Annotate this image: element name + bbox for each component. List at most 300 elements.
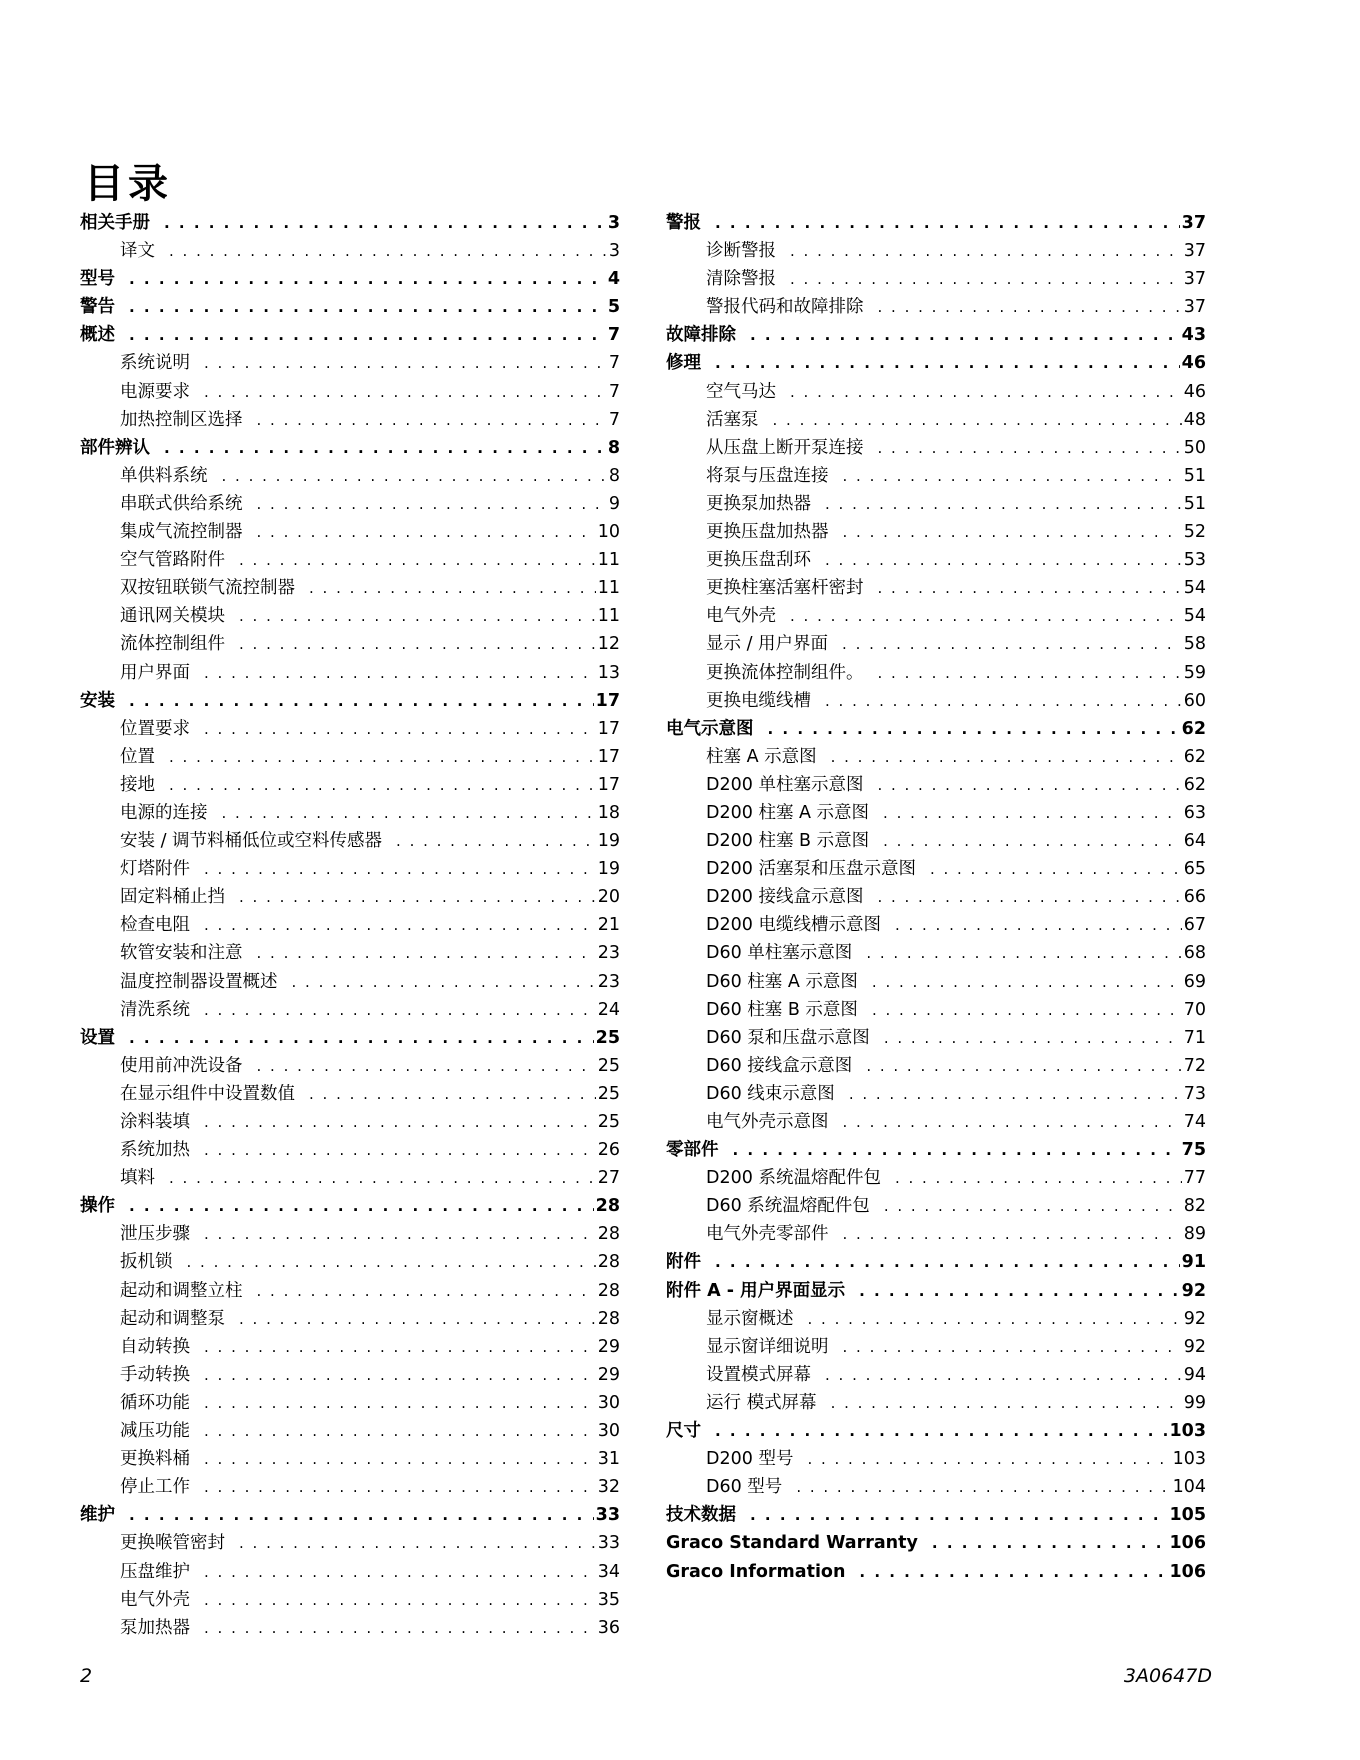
dot-leader [930,855,1182,883]
page-title: 目录 [84,161,172,207]
dot-leader [831,1389,1182,1417]
toc-entry-title: 故障排除 [666,325,736,346]
toc-section-entry[interactable] [666,1501,1206,1529]
toc-entry-page: 74 [1183,1112,1206,1132]
toc-subsection-entry[interactable] [80,1417,620,1445]
dot-leader [859,1277,1180,1305]
toc-subsection-entry[interactable] [666,574,1206,602]
toc-entry-page: 30 [597,1392,620,1413]
dot-leader [859,1558,1167,1586]
toc-entry-title: 安装 / 调节料桶低位或空料传感器 [120,831,383,852]
toc-subsection-entry[interactable] [666,378,1206,406]
dot-leader [877,883,1181,911]
toc-subsection-entry[interactable] [80,659,620,687]
toc-entry-title: D200 单柱塞示意图 [706,774,864,795]
toc-section-entry[interactable] [80,1501,620,1529]
toc-subsection-entry[interactable] [666,1192,1206,1220]
toc-entry-title: 位置 [120,746,155,767]
toc-entry-page: 62 [1183,774,1206,795]
toc-subsection-entry[interactable] [666,968,1206,996]
toc-subsection-entry[interactable] [666,237,1206,265]
toc-entry-page: 19 [597,859,620,880]
dot-leader [790,378,1182,406]
toc-subsection-entry[interactable] [666,406,1206,434]
toc-entry-page: 82 [1183,1196,1206,1217]
toc-subsection-entry[interactable] [80,462,620,490]
toc-entry-title: 单供料系统 [120,465,208,486]
dot-leader [877,771,1181,799]
toc-entry-page: 54 [1183,606,1206,627]
toc-entry-page: 29 [597,1336,620,1357]
toc-entry-page: 59 [1183,662,1206,683]
dot-leader [884,1192,1182,1220]
toc-subsection-entry[interactable] [666,743,1206,771]
toc-entry-title: D60 柱塞 B 示意图 [706,999,858,1020]
toc-entry-title: 用户界面 [120,662,190,683]
toc-subsection-entry[interactable] [80,630,620,658]
dot-leader [169,743,596,771]
toc-subsection-entry[interactable] [80,1361,620,1389]
toc-entry-page: 20 [597,887,620,908]
dot-leader [849,1080,1182,1108]
dot-leader [808,1305,1182,1333]
toc-subsection-entry[interactable] [80,771,620,799]
toc-subsection-entry[interactable] [80,715,620,743]
dot-leader [204,1136,596,1164]
toc-entry-page: 51 [1183,493,1206,514]
toc-subsection-entry[interactable] [80,911,620,939]
toc-subsection-entry[interactable] [666,1052,1206,1080]
dot-leader [790,602,1182,630]
dot-leader [164,434,606,462]
toc-entry-page: 72 [1183,1055,1206,1076]
toc-subsection-entry[interactable] [666,827,1206,855]
toc-entry-page: 54 [1183,578,1206,599]
toc-subsection-entry[interactable] [666,630,1206,658]
dot-leader [204,1108,596,1136]
toc-subsection-entry[interactable] [80,1108,620,1136]
toc-entry-title: 警报 [666,213,701,233]
toc-section-entry[interactable] [666,209,1206,237]
toc-entry-title: 起动和调整泵 [120,1308,225,1329]
toc-entry-title: 部件辨认 [80,437,150,458]
dot-leader [222,462,607,490]
toc-subsection-entry[interactable] [80,1586,620,1614]
toc-subsection-entry[interactable] [666,1108,1206,1136]
toc-entry-title: 泵加热器 [120,1617,190,1638]
toc-subsection-entry[interactable] [666,1024,1206,1052]
toc-entry-title: 型号 [80,269,115,290]
toc-section-entry[interactable] [80,265,620,293]
toc-subsection-entry[interactable] [80,349,620,377]
toc-entry-page: 11 [597,606,620,627]
toc-subsection-entry[interactable] [666,939,1206,967]
toc-entry-title: 警告 [80,297,115,318]
toc-entry-title: 设置模式屏幕 [706,1364,811,1385]
toc-subsection-entry[interactable] [666,1389,1206,1417]
toc-entry-title: 手动转换 [120,1364,190,1385]
toc-subsection-entry[interactable] [666,265,1206,293]
toc-subsection-entry[interactable] [80,574,620,602]
dot-leader [129,1024,594,1052]
toc-subsection-entry[interactable] [80,518,620,546]
toc-entry-page: 12 [597,634,620,655]
toc-entry-page: 37 [1181,213,1206,233]
toc-subsection-entry[interactable] [80,1389,620,1417]
dot-leader [872,996,1182,1024]
toc-entry-page: 17 [597,774,620,795]
toc-subsection-entry[interactable] [80,1445,620,1473]
toc-subsection-entry[interactable] [80,939,620,967]
toc-entry-title: 附件 A - 用户界面显示 [666,1280,846,1301]
toc-entry-page: 71 [1183,1027,1206,1048]
dot-leader [750,321,1180,349]
toc-section-entry[interactable] [666,1277,1206,1305]
toc-entry-page: 35 [597,1589,620,1610]
toc-entry-title: 空气管路附件 [120,550,225,571]
dot-leader [843,1108,1182,1136]
toc-subsection-entry[interactable] [666,659,1206,687]
toc-entry-page: 3 [607,213,620,233]
toc-subsection-entry[interactable] [666,462,1206,490]
toc-subsection-entry[interactable] [80,827,620,855]
toc-entry-title: D60 单柱塞示意图 [706,943,853,964]
toc-section-entry[interactable] [666,349,1206,377]
toc-subsection-entry[interactable] [80,799,620,827]
toc-entry-page: 89 [1183,1224,1206,1245]
toc-entry-title: D200 柱塞 B 示意图 [706,831,870,852]
toc-entry-page: 34 [597,1561,620,1582]
toc-column-right [666,209,1206,1586]
toc-section-entry[interactable] [80,434,620,462]
toc-entry-title: 起动和调整立柱 [120,1280,243,1301]
toc-entry-title: 自动转换 [120,1336,190,1357]
toc-entry-page: 11 [597,550,620,571]
toc-entry-page: 105 [1169,1505,1206,1526]
toc-entry-title: D60 线束示意图 [706,1083,835,1104]
toc-subsection-entry[interactable] [666,1164,1206,1192]
toc-entry-page: 4 [607,269,620,290]
toc-subsection-entry[interactable] [666,1220,1206,1248]
toc-entry-title: 更换泵加热器 [706,493,811,514]
dot-leader [129,1501,594,1529]
toc-subsection-entry[interactable] [80,855,620,883]
toc-section-entry[interactable] [80,1192,620,1220]
toc-subsection-entry[interactable] [80,406,620,434]
dot-leader [129,293,606,321]
toc-entry-title: Graco Standard Warranty [666,1533,918,1554]
dot-leader [773,406,1182,434]
toc-subsection-entry[interactable] [80,1052,620,1080]
toc-section-entry[interactable] [666,1529,1206,1557]
toc-entry-page: 92 [1183,1308,1206,1329]
toc-entry-page: 28 [595,1196,620,1217]
toc-entry-page: 7 [608,381,620,402]
toc-entry-title: D60 型号 [706,1477,783,1498]
dot-leader [204,378,607,406]
toc-entry-title: 循环功能 [120,1392,190,1413]
footer-page-number: 2 [80,1665,93,1687]
dot-leader [257,1277,596,1305]
toc-entry-page: 64 [1183,831,1206,852]
toc-entry-page: 33 [595,1505,620,1526]
toc-entry-page: 27 [597,1168,620,1189]
toc-entry-page: 28 [597,1252,620,1273]
toc-entry-page: 46 [1181,353,1206,374]
toc-entry-page: 92 [1183,1336,1206,1357]
toc-entry-title: 活塞泵 [706,409,759,430]
toc-entry-title: 技术数据 [666,1505,736,1526]
dot-leader [825,1361,1182,1389]
dot-leader [204,1445,596,1473]
toc-subsection-entry[interactable] [666,293,1206,321]
toc-entry-title: 减压功能 [120,1421,190,1442]
toc-entry-title: 译文 [120,241,155,262]
toc-entry-title: 维护 [80,1505,115,1526]
toc-section-entry[interactable] [80,321,620,349]
dot-leader [790,265,1182,293]
toc-subsection-entry[interactable] [666,1333,1206,1361]
dot-leader [878,574,1182,602]
toc-subsection-entry[interactable] [666,1305,1206,1333]
toc-entry-page: 50 [1183,437,1206,458]
toc-subsection-entry[interactable] [80,883,620,911]
toc-entry-title: 使用前冲洗设备 [120,1055,243,1076]
dot-leader [866,939,1181,967]
dot-leader [825,687,1182,715]
toc-subsection-entry[interactable] [80,1305,620,1333]
dot-leader [204,1389,596,1417]
toc-entry-title: 停止工作 [120,1477,190,1498]
toc-entry-title: 涂料装填 [120,1112,190,1132]
toc-entry-title: D200 型号 [706,1449,794,1470]
toc-subsection-entry[interactable] [80,237,620,265]
toc-entry-page: 18 [597,802,620,823]
toc-section-entry[interactable] [80,293,620,321]
toc-subsection-entry[interactable] [80,1614,620,1642]
toc-entry-page: 66 [1183,887,1206,908]
toc-section-entry[interactable] [80,209,620,237]
dot-leader [204,659,596,687]
toc-entry-page: 23 [597,943,620,964]
dot-leader [257,518,596,546]
dot-leader [715,1417,1167,1445]
toc-subsection-entry[interactable] [80,1248,620,1276]
dot-leader [292,968,596,996]
toc-section-entry[interactable] [666,715,1206,743]
toc-entry-page: 65 [1183,859,1206,880]
toc-subsection-entry[interactable] [80,968,620,996]
toc-subsection-entry[interactable] [666,546,1206,574]
toc-subsection-entry[interactable] [666,1361,1206,1389]
toc-entry-title: 安装 [80,690,115,711]
dot-leader [239,630,596,658]
dot-leader [204,1614,596,1642]
dot-leader [169,771,596,799]
dot-leader [257,406,607,434]
toc-entry-page: 43 [1181,325,1206,346]
toc-subsection-entry[interactable] [666,911,1206,939]
toc-subsection-entry[interactable] [666,883,1206,911]
dot-leader [204,1220,596,1248]
toc-subsection-entry[interactable] [666,434,1206,462]
toc-entry-page: 29 [597,1364,620,1385]
toc-subsection-entry[interactable] [80,1277,620,1305]
dot-leader [878,659,1182,687]
toc-entry-page: 63 [1183,802,1206,823]
toc-entry-page: 37 [1183,241,1206,262]
toc-entry-title: 压盘维护 [120,1561,190,1582]
dot-leader [257,490,607,518]
toc-entry-title: 显示 / 用户界面 [706,634,829,655]
toc-subsection-entry[interactable] [666,771,1206,799]
dot-leader [831,743,1182,771]
toc-subsection-entry[interactable] [666,799,1206,827]
toc-column-left [80,209,620,1642]
dot-leader [768,715,1180,743]
toc-subsection-entry[interactable] [80,1080,620,1108]
toc-entry-page: 52 [1183,522,1206,543]
dot-leader [715,209,1180,237]
toc-entry-title: 电气外壳 [706,606,776,627]
dot-leader [204,1333,596,1361]
dot-leader [842,630,1182,658]
toc-entry-title: 电气示意图 [666,718,754,739]
toc-entry-title: 填料 [120,1168,155,1189]
toc-entry-title: 概述 [80,325,115,346]
toc-entry-title: 附件 [666,1252,701,1273]
dot-leader [396,827,596,855]
toc-entry-page: 99 [1183,1392,1206,1413]
toc-subsection-entry[interactable] [80,1164,620,1192]
toc-subsection-entry[interactable] [666,1473,1206,1501]
toc-entry-title: D60 接线盒示意图 [706,1055,853,1076]
toc-entry-page: 46 [1183,381,1206,402]
toc-entry-page: 5 [607,297,620,318]
toc-entry-page: 77 [1183,1168,1206,1189]
toc-subsection-entry[interactable] [666,1445,1206,1473]
toc-subsection-entry[interactable] [80,490,620,518]
toc-subsection-entry[interactable] [80,1529,620,1557]
dot-leader [257,939,596,967]
toc-entry-title: 清除警报 [706,269,776,290]
toc-entry-title: D60 泵和压盘示意图 [706,1027,870,1048]
toc-entry-title: 将泵与压盘连接 [706,465,829,486]
toc-subsection-entry[interactable] [80,546,620,574]
dot-leader [309,574,596,602]
toc-entry-title: 修理 [666,353,701,374]
toc-entry-page: 8 [608,465,620,486]
dot-leader [204,1586,596,1614]
toc-entry-page: 37 [1183,297,1206,318]
toc-subsection-entry[interactable] [80,602,620,630]
toc-subsection-entry[interactable] [666,1080,1206,1108]
toc-entry-page: 91 [1181,1252,1206,1273]
toc-entry-page: 17 [597,718,620,739]
toc-subsection-entry[interactable] [80,1558,620,1586]
dot-leader [843,1333,1182,1361]
toc-section-entry[interactable] [666,321,1206,349]
toc-entry-page: 19 [597,831,620,852]
dot-leader [204,1417,596,1445]
toc-entry-page: 7 [608,409,620,430]
toc-entry-title: 串联式供给系统 [120,493,243,514]
toc-section-entry[interactable] [80,1024,620,1052]
toc-entry-title: 流体控制组件 [120,634,225,655]
toc-subsection-entry[interactable] [666,855,1206,883]
toc-section-entry[interactable] [666,1248,1206,1276]
dot-leader [843,462,1182,490]
dot-leader [239,1305,596,1333]
toc-section-entry[interactable] [80,687,620,715]
toc-entry-title: 固定料桶止挡 [120,887,225,908]
dot-leader [309,1080,596,1108]
toc-entry-page: 28 [597,1308,620,1329]
dot-leader [257,1052,596,1080]
toc-entry-title: 灯塔附件 [120,859,190,880]
dot-leader [825,546,1182,574]
toc-subsection-entry[interactable] [80,378,620,406]
dot-leader [807,1445,1170,1473]
toc-subsection-entry[interactable] [666,518,1206,546]
toc-entry-title: 更换电缆线槽 [706,690,811,711]
toc-entry-title: 加热控制区选择 [120,409,243,430]
toc-subsection-entry[interactable] [666,996,1206,1024]
toc-entry-page: 62 [1181,718,1206,739]
toc-entry-page: 75 [1181,1140,1206,1161]
toc-section-entry[interactable] [666,1558,1206,1586]
dot-leader [169,1164,596,1192]
dot-leader [239,883,596,911]
toc-entry-page: 68 [1183,943,1206,964]
dot-leader [222,799,596,827]
toc-entry-page: 23 [597,971,620,992]
toc-subsection-entry[interactable] [80,996,620,1024]
toc-entry-title: 接地 [120,774,155,795]
toc-entry-page: 36 [597,1617,620,1638]
toc-subsection-entry[interactable] [666,490,1206,518]
toc-entry-title: 系统说明 [120,353,190,374]
toc-subsection-entry[interactable] [80,1333,620,1361]
toc-entry-page: 8 [607,437,620,458]
toc-subsection-entry[interactable] [80,1136,620,1164]
dot-leader [878,293,1182,321]
toc-section-entry[interactable] [666,1136,1206,1164]
toc-subsection-entry[interactable] [666,602,1206,630]
dot-leader [239,546,596,574]
toc-entry-page: 33 [597,1533,620,1554]
dot-leader [204,1361,596,1389]
toc-section-entry[interactable] [666,1417,1206,1445]
toc-subsection-entry[interactable] [80,743,620,771]
dot-leader [878,434,1182,462]
dot-leader [790,237,1182,265]
toc-entry-page: 67 [1183,915,1206,936]
dot-leader [169,237,607,265]
toc-entry-title: D200 系统温熔配件包 [706,1168,881,1189]
toc-subsection-entry[interactable] [666,687,1206,715]
toc-entry-title: 警报代码和故障排除 [706,297,864,318]
toc-entry-title: D60 柱塞 A 示意图 [706,971,858,992]
toc-entry-page: 73 [1183,1083,1206,1104]
toc-subsection-entry[interactable] [80,1473,620,1501]
toc-entry-title: 清洗系统 [120,999,190,1020]
toc-entry-page: 53 [1183,550,1206,571]
dot-leader [129,321,606,349]
toc-subsection-entry[interactable] [80,1220,620,1248]
toc-entry-page: 26 [597,1140,620,1161]
toc-entry-page: 30 [597,1421,620,1442]
